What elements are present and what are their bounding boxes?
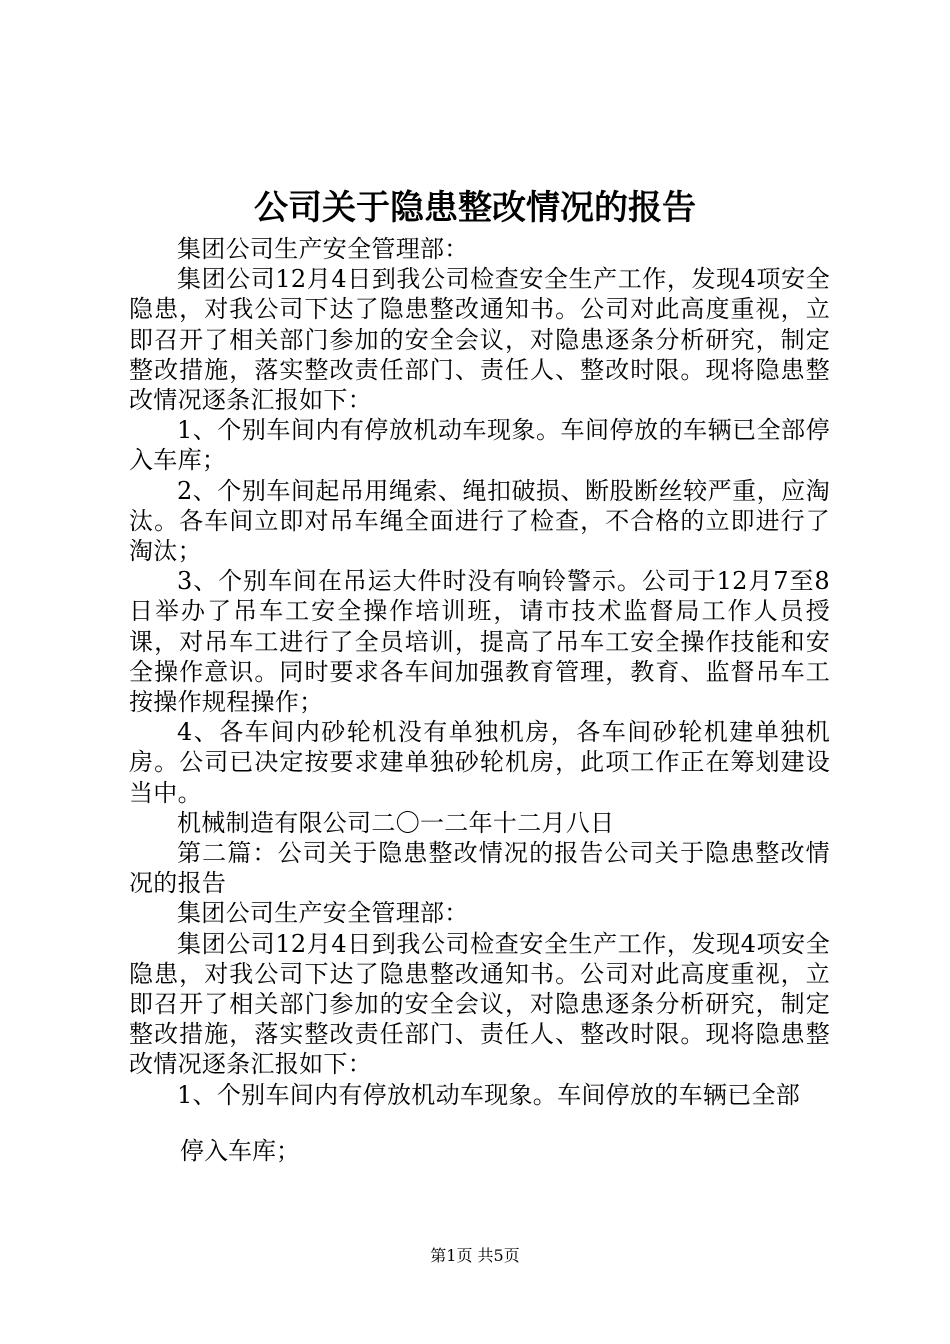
page-footer: 第1页 共5页	[430, 1246, 520, 1265]
document-title: 公司关于隐患整改情况的报告	[254, 188, 696, 228]
item-3-paragraph: 3、个别车间在吊运大件时没有响铃警示。公司于12月7至8日举办了吊车工安全操作培训班，请市技术监督局工作人员授课，对吊车工进行了全员培训，提高了吊车工安全操作技能和安全操作意识。同时要求各车间加强教育管理，教育、监督吊车工按操作规程操作；	[129, 567, 830, 717]
salutation: 集团公司生产安全管理部：	[177, 235, 469, 263]
item-1-paragraph: 1、个别车间内有停放机动车现象。车间停放的车辆已全部停入车库；	[129, 416, 830, 475]
intro-paragraph: 集团公司12月4日到我公司检查安全生产工作，发现4项安全隐患，对我公司下达了隐患整改通知书。公司对此高度重视，立即召开了相关部门参加的安全会议，对隐患逐条分析研究，制定整改措施，落实整改责任部门、责任人、整改时限。现将隐患整改情况逐条汇报如下：	[129, 265, 830, 415]
document-body	[129, 234, 830, 1110]
signature-line: 机械制造有限公司二〇一二年十二月八日	[177, 808, 615, 837]
item-2-paragraph: 2、个别车间起吊用绳索、绳扣破损、断股断丝较严重，应淘汰。各车间立即对吊车绳全面进行了检查，不合格的立即进行了淘汰；	[129, 476, 830, 566]
item-1-paragraph-2: 1、个别车间内有停放机动车现象。车间停放的车辆已全部	[177, 1080, 801, 1109]
second-part-heading: 第二篇：公司关于隐患整改情况的报告公司关于隐患整改情况的报告	[129, 839, 830, 898]
continued-line: 停入车库；	[180, 1137, 300, 1165]
salutation-2: 集团公司生产安全管理部：	[177, 899, 469, 928]
item-4-paragraph: 4、各车间内砂轮机没有单独机房，各车间砂轮机建单独机房。公司已决定按要求建单独砂轮机房，此项工作正在筹划建设当中。	[129, 718, 830, 807]
intro-paragraph-2: 集团公司12月4日到我公司检查安全生产工作，发现4项安全隐患，对我公司下达了隐患整改通知书。公司对此高度重视，立即召开了相关部门参加的安全会议，对隐患逐条分析研究，制定整改措施，落实整改责任部门、责任人、整改时限。现将隐患整改情况逐条汇报如下：	[129, 929, 830, 1079]
